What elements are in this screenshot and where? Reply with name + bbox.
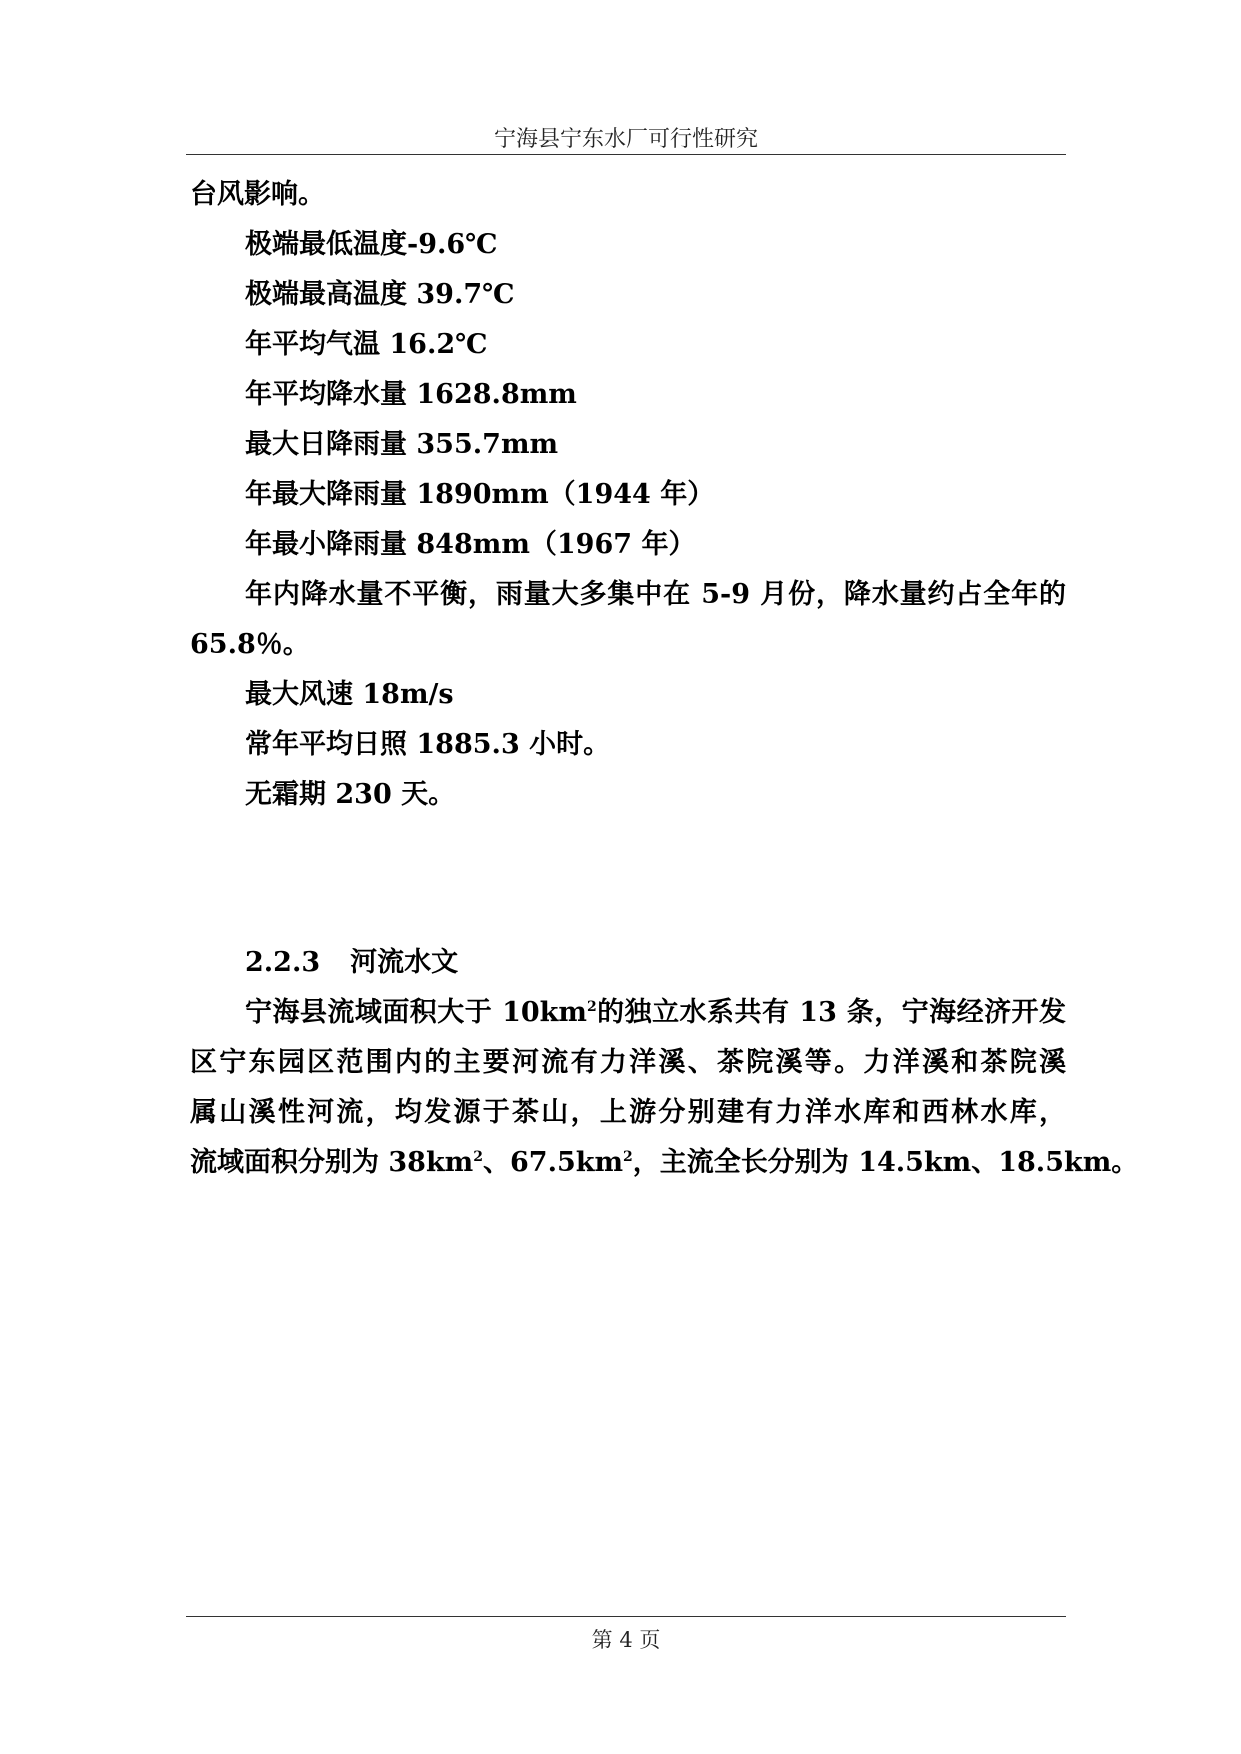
body-line-10: 65.8％。 bbox=[190, 629, 310, 660]
section-paragraph-line-2: 区宁东园区范围内的主要河流有力洋溪、茶院溪等。力洋溪和茶院溪 bbox=[190, 1047, 1066, 1078]
section-p4-text-c: ，主流全长分别为 14.5km、18.5km。 bbox=[632, 1147, 1139, 1178]
section-paragraph-line-1 bbox=[245, 998, 1066, 1028]
body-line-8: 年最小降雨量 848mm（1967 年） bbox=[245, 529, 696, 560]
section-p4-superscript-1: 2 bbox=[473, 1149, 483, 1165]
header-rule bbox=[186, 154, 1066, 155]
body-line-13: 无霜期 230 天。 bbox=[245, 779, 456, 810]
body-line-4: 年平均气温 16.2℃ bbox=[245, 329, 488, 360]
section-p4-text-a: 流域面积分别为 38km bbox=[190, 1147, 474, 1178]
section-p1-superscript: 2 bbox=[586, 999, 597, 1015]
section-number: 2.2.3 bbox=[245, 947, 321, 978]
body-line-5: 年平均降水量 1628.8mm bbox=[245, 379, 577, 410]
section-paragraph-line-4 bbox=[190, 1147, 1139, 1178]
body-line-9: 年内降水量不平衡，雨量大多集中在 5-9 月份，降水量约占全年的 bbox=[245, 579, 1066, 610]
section-p1-text-a: 宁海县流域面积大于 10km bbox=[245, 997, 587, 1028]
section-heading bbox=[245, 948, 458, 978]
section-p1-text-b: 的独立水系共有 13 条，宁海经济开发 bbox=[596, 997, 1067, 1028]
footer-rule bbox=[186, 1616, 1066, 1617]
body-line-1: 台风影响。 bbox=[190, 179, 325, 210]
body-line-6: 最大日降雨量 355.7mm bbox=[245, 429, 559, 460]
section-paragraph-line-3: 属山溪性河流，均发源于茶山，上游分别建有力洋水库和西林水库， bbox=[190, 1097, 1066, 1128]
section-title: 河流水文 bbox=[350, 947, 459, 978]
body-line-11: 最大风速 18m/s bbox=[245, 679, 454, 710]
body-line-12: 常年平均日照 1885.3 小时。 bbox=[245, 729, 611, 760]
section-p4-text-b: 、67.5km bbox=[483, 1147, 624, 1178]
footer-page-number: 第 4 页 bbox=[591, 1628, 661, 1652]
body-line-7: 年最大降雨量 1890mm（1944 年） bbox=[245, 479, 715, 510]
body-line-3: 极端最高温度 39.7℃ bbox=[245, 279, 515, 310]
body-line-2: 极端最低温度-9.6℃ bbox=[245, 229, 498, 260]
section-p4-superscript-2: 2 bbox=[623, 1149, 633, 1165]
page-header-title: 宁海县宁东水厂可行性研究 bbox=[493, 127, 758, 152]
